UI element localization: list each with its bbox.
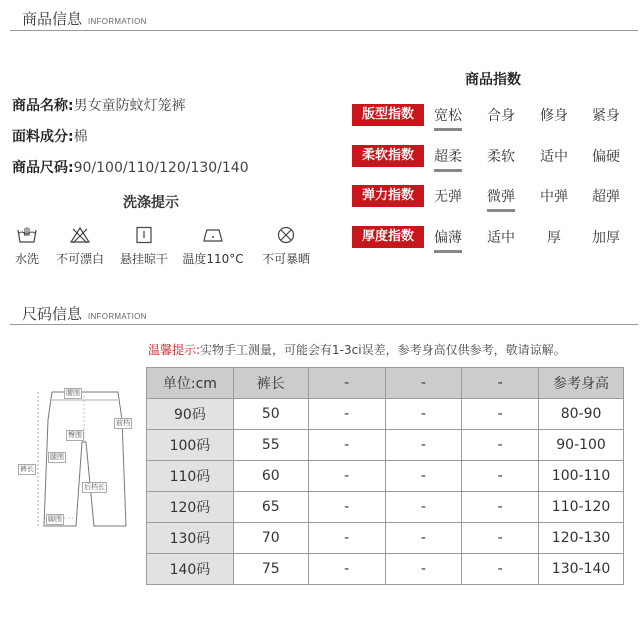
sizes-row <box>12 157 249 177</box>
table-row <box>147 492 624 523</box>
table-row <box>147 461 624 492</box>
size-section-title <box>22 303 147 324</box>
table-cell: - <box>462 461 539 492</box>
table-row <box>147 399 624 430</box>
table-cell: - <box>308 492 385 523</box>
wash-item-no-sun-dry <box>254 226 318 267</box>
wash-item-hand-wash <box>10 226 44 267</box>
index-option-selected: 微弹 <box>477 186 525 206</box>
product-name-value: 男女童防蚊灯笼裤 <box>73 98 186 114</box>
diagram-label-length: 裤长 <box>20 465 34 473</box>
table-cell: - <box>385 461 462 492</box>
no-sun-dry-icon <box>276 226 296 244</box>
table-cell: - <box>308 554 385 585</box>
product-section-title-en: INFORMATION <box>88 17 147 26</box>
size-table-header: 参考身高 <box>539 368 624 399</box>
table-cell: - <box>308 523 385 554</box>
table-cell-size: 120码 <box>147 492 234 523</box>
size-section-divider <box>10 324 638 325</box>
wash-item-hang-dry <box>114 226 174 267</box>
index-option: 修身 <box>540 108 568 124</box>
size-table <box>146 367 624 585</box>
index-option: 加厚 <box>592 230 620 246</box>
wash-label-hang-dry: 悬挂晾干 <box>119 252 168 266</box>
product-section-title <box>22 8 147 29</box>
product-name-key: 商品名称: <box>12 98 74 114</box>
product-name-row <box>12 95 186 115</box>
diagram-label-front-rise: 前档 <box>116 419 130 427</box>
wash-label-hand-wash: 水洗 <box>14 252 39 266</box>
index-option: 柔软 <box>487 149 515 165</box>
tip-text: 实物手工测量，可能会有1-3ci误差，参考身高仅供参考，敬请谅解。 <box>200 343 566 357</box>
diagram-label-waist: 腰围 <box>66 389 80 397</box>
hang-dry-icon <box>135 226 153 244</box>
table-cell: - <box>385 523 462 554</box>
table-cell: 75 <box>233 554 308 585</box>
table-cell: - <box>385 492 462 523</box>
wash-title: 洗涤提示 <box>123 195 179 211</box>
size-section-title-en: INFORMATION <box>88 312 147 321</box>
table-cell: 110-120 <box>539 492 624 523</box>
table-cell: 65 <box>233 492 308 523</box>
index-option: 超弹 <box>592 189 620 205</box>
index-label-thickness: 厚度指数 <box>352 226 424 248</box>
table-cell: 100-110 <box>539 461 624 492</box>
table-cell: - <box>462 399 539 430</box>
diagram-label-thigh: 腿围 <box>50 453 64 461</box>
table-cell: 50 <box>233 399 308 430</box>
size-section-title-cn: 尺码信息 <box>22 305 83 323</box>
fabric-key: 面料成分: <box>12 129 74 145</box>
wash-label-no-sun-dry: 不可暴晒 <box>261 252 310 266</box>
table-cell: - <box>308 430 385 461</box>
index-option: 厚 <box>547 230 561 246</box>
sizes-value: 90/100/110/120/130/140 <box>73 160 249 176</box>
wash-item-no-bleach <box>50 226 110 267</box>
table-cell: - <box>308 399 385 430</box>
fabric-row <box>12 126 88 146</box>
diagram-label-leg-opening: 脚围 <box>48 515 62 523</box>
table-cell: 130-140 <box>539 554 624 585</box>
size-table-header: - <box>462 368 539 399</box>
table-cell-size: 140码 <box>147 554 234 585</box>
table-cell: 55 <box>233 430 308 461</box>
diagram-label-hip: 臀围 <box>68 431 82 439</box>
iron-icon <box>201 226 225 244</box>
table-row <box>147 430 624 461</box>
table-cell: 60 <box>233 461 308 492</box>
index-option: 偏硬 <box>592 149 620 165</box>
table-cell: - <box>462 492 539 523</box>
table-cell-size: 100码 <box>147 430 234 461</box>
index-option: 合身 <box>487 108 515 124</box>
hand-wash-icon <box>16 226 38 244</box>
size-table-header: - <box>385 368 462 399</box>
wash-label-iron: 温度110°C <box>182 252 244 266</box>
table-cell: 80-90 <box>539 399 624 430</box>
table-cell: - <box>385 430 462 461</box>
table-cell: 120-130 <box>539 523 624 554</box>
size-table-header-row <box>147 368 624 399</box>
index-option-selected: 宽松 <box>424 105 472 125</box>
index-option: 适中 <box>487 230 515 246</box>
tip-label: 温馨提示: <box>148 343 201 357</box>
index-option: 适中 <box>540 149 568 165</box>
product-section-divider <box>10 30 638 31</box>
table-cell: 90-100 <box>539 430 624 461</box>
table-cell: - <box>385 399 462 430</box>
table-cell-size: 110码 <box>147 461 234 492</box>
index-label-softness: 柔软指数 <box>352 145 424 167</box>
index-option-selected: 超柔 <box>424 146 472 166</box>
table-row <box>147 554 624 585</box>
index-label-fit: 版型指数 <box>352 104 424 126</box>
index-option-selected: 偏薄 <box>424 227 472 247</box>
product-section-title-cn: 商品信息 <box>22 10 83 28</box>
measurement-tip <box>148 341 566 358</box>
pants-outline-image <box>14 384 138 540</box>
wash-label-no-bleach: 不可漂白 <box>55 252 104 266</box>
index-title: 商品指数 <box>465 72 521 88</box>
table-cell-size: 90码 <box>147 399 234 430</box>
index-option: 无弹 <box>434 189 462 205</box>
index-option: 中弹 <box>540 189 568 205</box>
size-table-header: - <box>308 368 385 399</box>
table-cell: 70 <box>233 523 308 554</box>
index-label-elasticity: 弹力指数 <box>352 185 424 207</box>
size-table-header: 裤长 <box>233 368 308 399</box>
table-row <box>147 523 624 554</box>
table-cell: - <box>308 461 385 492</box>
sizes-key: 商品尺码: <box>12 160 74 176</box>
table-cell: - <box>385 554 462 585</box>
table-cell: - <box>462 554 539 585</box>
table-cell-size: 130码 <box>147 523 234 554</box>
no-bleach-icon <box>69 226 91 244</box>
fabric-value: 棉 <box>73 129 88 145</box>
size-table-header: 单位:cm <box>147 368 234 399</box>
wash-item-iron <box>178 226 248 267</box>
diagram-label-back-rise: 后档长 <box>84 483 105 491</box>
table-cell: - <box>462 523 539 554</box>
index-option: 紧身 <box>592 108 620 124</box>
table-cell: - <box>462 430 539 461</box>
pants-diagram <box>14 384 138 540</box>
